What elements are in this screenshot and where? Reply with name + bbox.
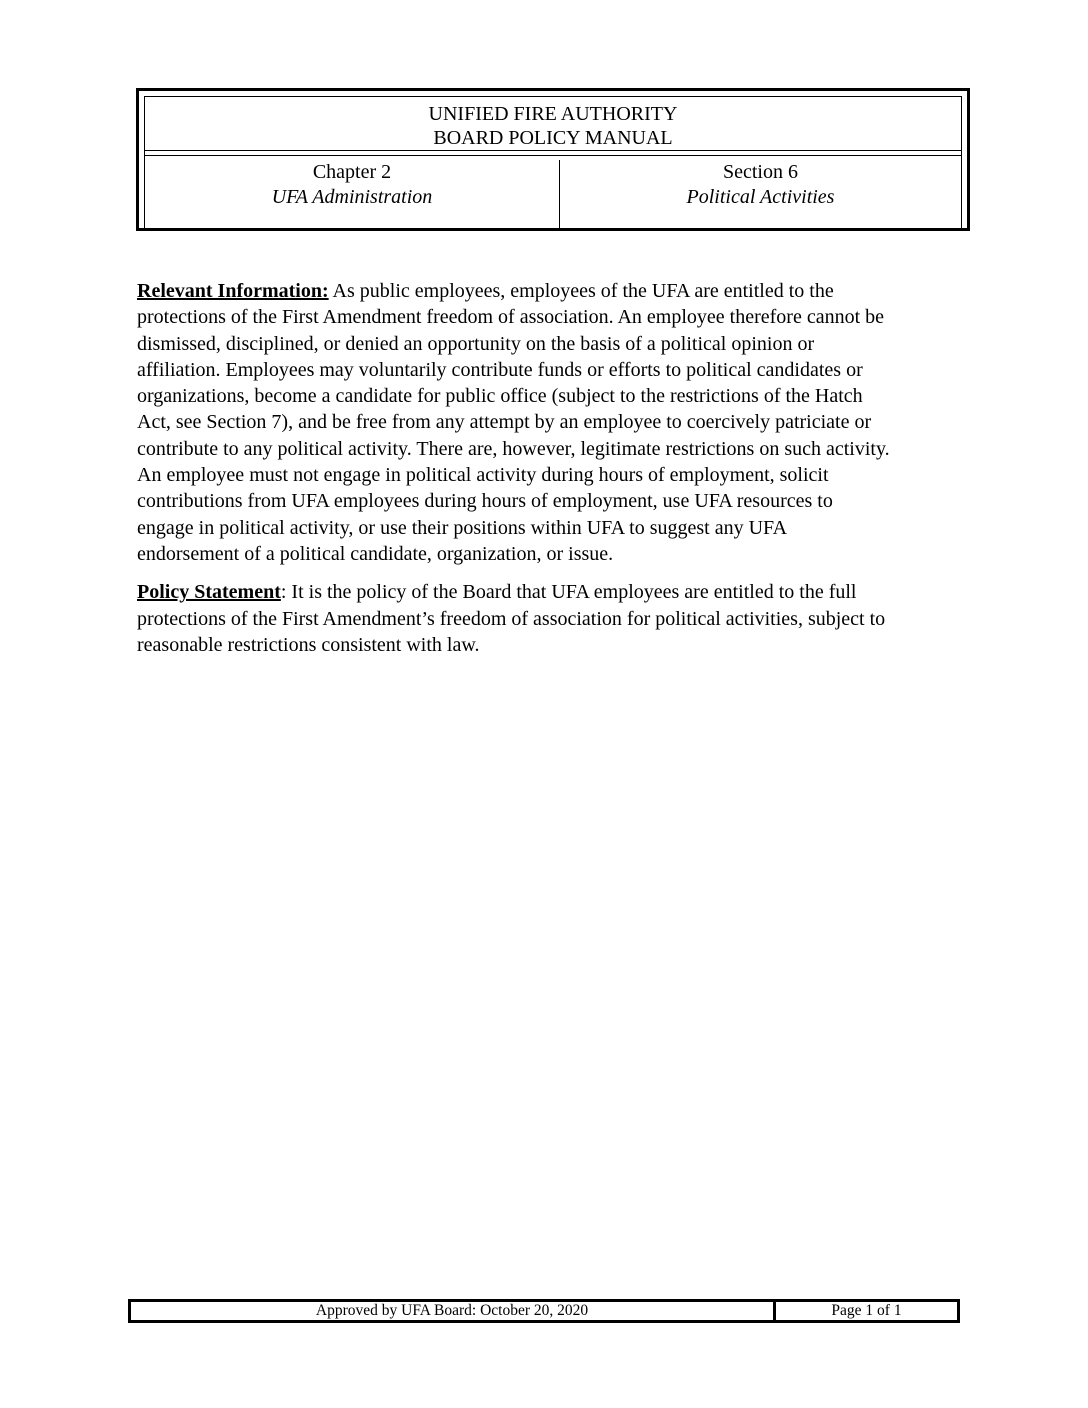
policy-header-box: [136, 88, 970, 231]
manual-name: BOARD POLICY MANUAL: [433, 127, 673, 149]
header-divider: [145, 155, 961, 156]
policy-statement-text: : It is the policy of the Board that UFA employees are entitled to the full protections of the First Amendment’s freedom of association for political activities, subject to reasonable restrictions consistent with law.: [137, 581, 886, 656]
policy-body: [137, 278, 957, 670]
policy-statement-paragraph: [137, 579, 957, 658]
approval-date: Approved by UFA Board: October 20, 2020: [131, 1302, 776, 1320]
relevant-information-paragraph: [137, 278, 957, 567]
chapter-title: UFA Administration: [271, 186, 433, 208]
section-number: Section 6: [723, 161, 798, 183]
chapter-number: Chapter 2: [312, 161, 392, 183]
page-number: Page 1 of 1: [831, 1302, 902, 1319]
section-title: Political Activities: [686, 186, 835, 208]
section-cell: [560, 160, 961, 228]
footer-box: [128, 1299, 960, 1323]
relevant-information-label: Relevant Information:: [137, 280, 329, 302]
org-name: UNIFIED FIRE AUTHORITY: [428, 103, 678, 125]
policy-statement-label: Policy Statement: [137, 581, 281, 604]
chapter-cell: [145, 160, 560, 228]
relevant-information-text: As public employees, employees of the UFA are entitled to the protections of the First Amendment freedom of association. An employee therefore cannot be dismissed, disciplined, or denied an opportunity on the basis of a political opinion or affiliation. Employees may voluntarily contribute funds or efforts to political candidates or organizations, become a candidate for public office (subject to the restrictions of the Hatch Act, see Section 7), and be free from any attempt by an employee to coercively patriciate or contribute to any political activity. There are, however, legitimate restrictions on such activity. An employee must not engage in political activity during hours of employment, solicit contributions from UFA employees during hours of employment, use UFA resources to engage in political activity, or use their positions within UFA to suggest any UFA endorsement of a political candidate, organization, or issue.: [137, 280, 890, 565]
policy-header-inner: [144, 96, 962, 228]
header-title-row: [145, 97, 961, 151]
